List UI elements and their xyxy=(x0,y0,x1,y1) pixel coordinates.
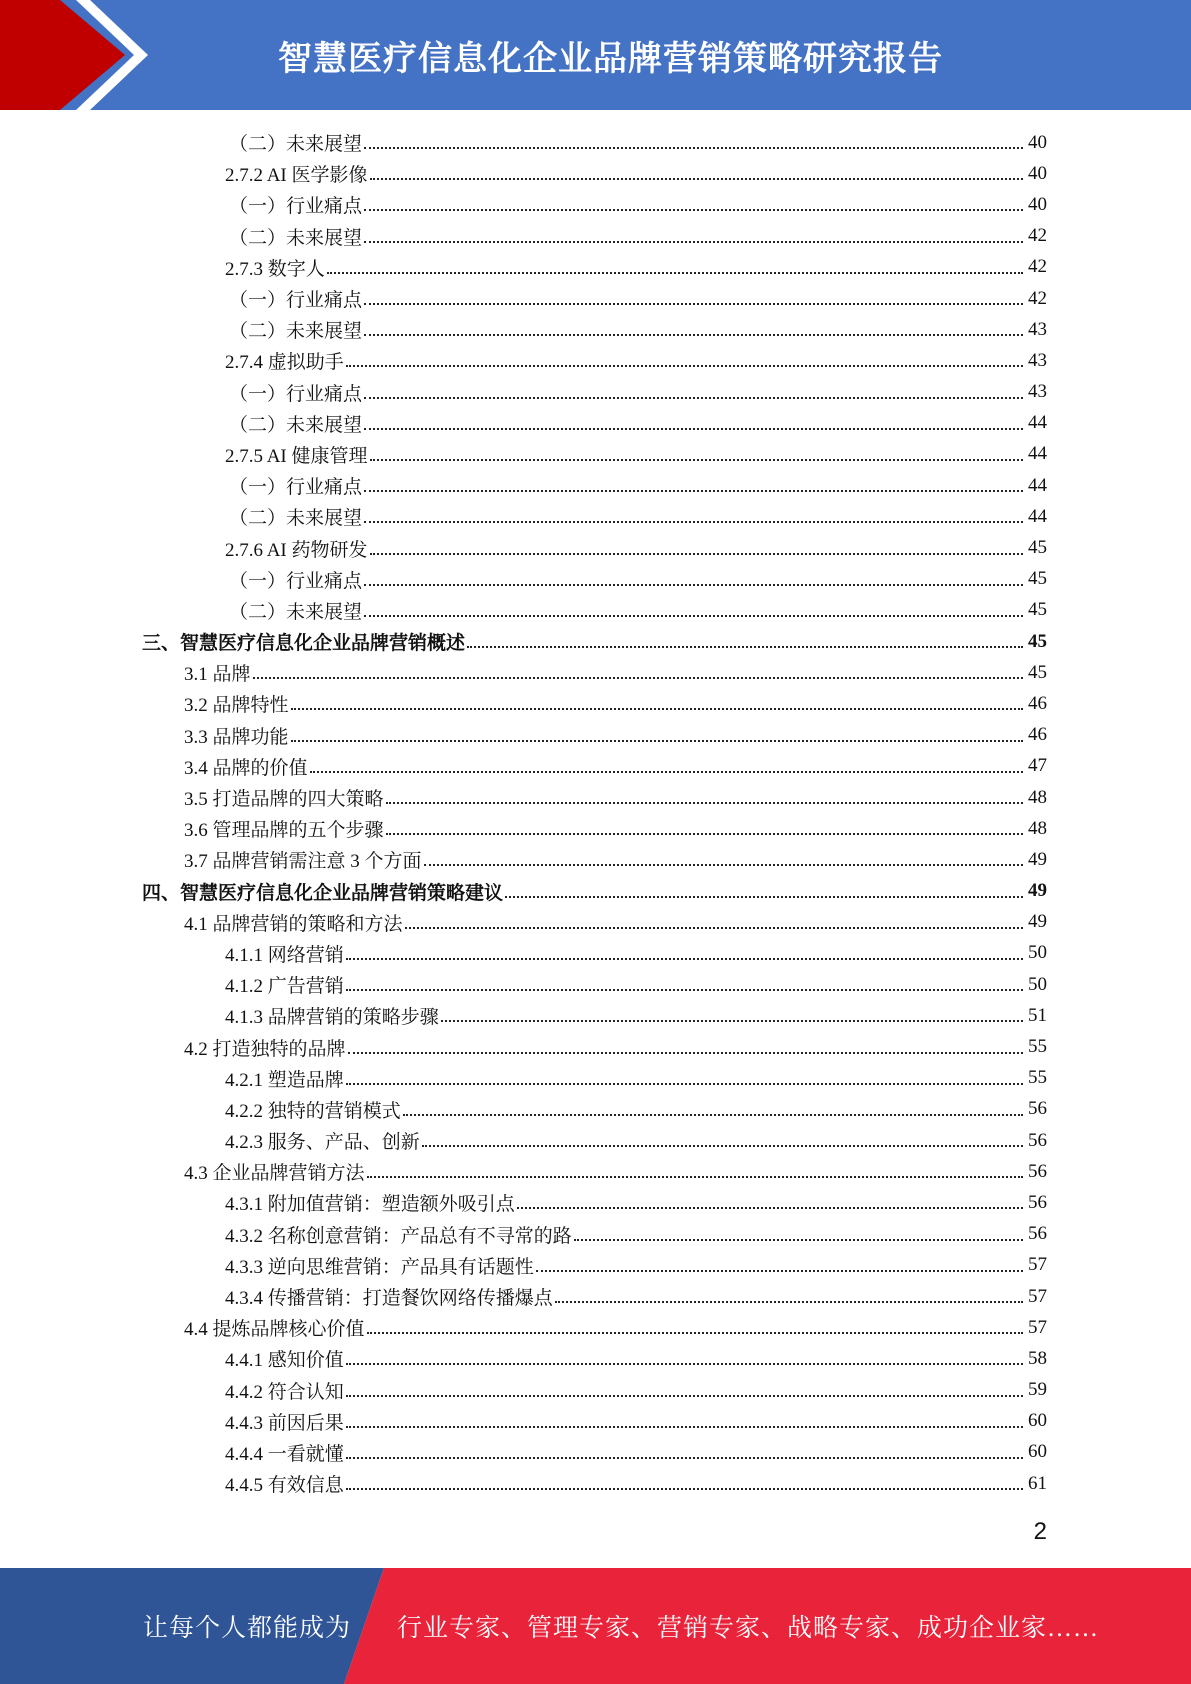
header-arrow-decoration xyxy=(0,0,150,110)
toc-dot-leader xyxy=(346,1376,1023,1397)
toc-dot-leader xyxy=(536,1251,1023,1272)
toc-entry-label: （二）未来展望 xyxy=(229,321,363,343)
toc-entry-label: 4.4.3 前因后果 xyxy=(225,1412,344,1434)
toc-entry-label: 3.4 品牌的价值 xyxy=(184,757,308,779)
toc-entry[interactable] xyxy=(0,127,1191,158)
toc-entry[interactable] xyxy=(0,345,1191,376)
toc-entry[interactable] xyxy=(0,1406,1191,1437)
toc-entry-label: 4.2.2 独特的营销模式 xyxy=(225,1100,401,1122)
toc-dot-leader xyxy=(505,877,1023,898)
toc-entry[interactable] xyxy=(0,782,1191,813)
toc-entry-label: （二）未来展望 xyxy=(229,601,363,623)
toc-entry-page: 40 xyxy=(1028,162,1047,184)
toc-entry[interactable] xyxy=(0,189,1191,220)
toc-entry-label: 4.4.4 一看就懂 xyxy=(225,1443,344,1465)
toc-entry-page: 40 xyxy=(1028,131,1047,153)
toc-entry-label: 4.2.3 服务、产品、创新 xyxy=(225,1132,420,1154)
toc-entry-label: 3.6 管理品牌的五个步骤 xyxy=(184,820,384,842)
toc-dot-leader xyxy=(370,440,1023,461)
toc-entry-page: 44 xyxy=(1028,412,1047,434)
toc-entry[interactable] xyxy=(0,314,1191,345)
toc-entry-page: 55 xyxy=(1028,1036,1047,1058)
toc-entry-page: 44 xyxy=(1028,505,1047,527)
toc-entry[interactable] xyxy=(0,969,1191,1000)
toc-entry-page: 56 xyxy=(1028,1160,1047,1182)
toc-entry[interactable] xyxy=(0,595,1191,626)
toc-entry-label: 4.4.5 有效信息 xyxy=(225,1475,344,1497)
toc-entry-label: 4.1.2 广告营销 xyxy=(225,976,344,998)
toc-entry[interactable] xyxy=(0,377,1191,408)
toc-entry[interactable] xyxy=(0,1187,1191,1218)
toc-entry-page: 50 xyxy=(1028,973,1047,995)
toc-entry[interactable] xyxy=(0,1125,1191,1156)
toc-entry-page: 51 xyxy=(1028,1004,1047,1026)
toc-dot-leader xyxy=(364,190,1023,211)
toc-dot-leader xyxy=(346,1407,1023,1428)
toc-entry-label: 三、智慧医疗信息化企业品牌营销概述 xyxy=(142,633,466,655)
toc-entry[interactable] xyxy=(0,657,1191,688)
toc-entry-page: 47 xyxy=(1028,755,1047,777)
toc-dot-leader xyxy=(386,814,1023,835)
toc-entry[interactable] xyxy=(0,938,1191,969)
toc-entry-label: （一）行业痛点 xyxy=(229,477,363,499)
page-footer xyxy=(0,1568,1191,1684)
page-number: 2 xyxy=(1033,1518,1047,1545)
toc-entry[interactable] xyxy=(0,1000,1191,1031)
report-title: 智慧医疗信息化企业品牌营销策略研究报告 xyxy=(278,38,943,79)
toc-entry-page: 58 xyxy=(1028,1347,1047,1369)
toc-entry-label: 3.2 品牌特性 xyxy=(184,695,289,717)
toc-dot-leader xyxy=(291,721,1023,742)
toc-entry[interactable] xyxy=(0,1250,1191,1281)
toc-entry-label: （二）未来展望 xyxy=(229,414,363,436)
toc-entry-label: 3.5 打造品牌的四大策略 xyxy=(184,789,384,811)
toc-entry-label: 4.3.3 逆向思维营销：产品具有话题性 xyxy=(225,1256,534,1278)
toc-entry-page: 49 xyxy=(1028,848,1047,870)
toc-entry-label: 4.3.1 附加值营销：塑造额外吸引点 xyxy=(225,1194,515,1216)
toc-dot-leader xyxy=(346,1438,1023,1459)
toc-entry[interactable] xyxy=(0,1312,1191,1343)
toc-dot-leader xyxy=(364,378,1023,399)
toc-entry-page: 44 xyxy=(1028,474,1047,496)
toc-entry-label: 2.7.6 AI 药物研发 xyxy=(225,539,368,561)
toc-entry-label: 2.7.5 AI 健康管理 xyxy=(225,445,368,467)
toc-entry-label: 2.7.3 数字人 xyxy=(225,258,325,280)
toc-entry[interactable] xyxy=(0,1031,1191,1062)
toc-dot-leader xyxy=(364,315,1023,336)
toc-entry[interactable] xyxy=(0,720,1191,751)
toc-entry[interactable] xyxy=(0,501,1191,532)
toc-entry-page: 56 xyxy=(1028,1129,1047,1151)
toc-entry[interactable] xyxy=(0,1063,1191,1094)
toc-entry-page: 42 xyxy=(1028,287,1047,309)
toc-dot-leader xyxy=(364,471,1023,492)
toc-entry[interactable] xyxy=(0,252,1191,283)
toc-entry[interactable] xyxy=(0,1094,1191,1125)
toc-dot-leader xyxy=(364,409,1023,430)
toc-entry[interactable] xyxy=(0,876,1191,907)
toc-dot-leader xyxy=(346,346,1023,367)
toc-entry[interactable] xyxy=(0,844,1191,875)
toc-entry-label: 2.7.4 虚拟助手 xyxy=(225,352,344,374)
toc-entry-label: （一）行业痛点 xyxy=(229,196,363,218)
toc-entry[interactable] xyxy=(0,1437,1191,1468)
toc-entry-label: （一）行业痛点 xyxy=(229,570,363,592)
toc-dot-leader xyxy=(364,222,1023,243)
toc-entry-page: 55 xyxy=(1028,1067,1047,1089)
toc-entry-page: 57 xyxy=(1028,1254,1047,1276)
toc-entry-page: 60 xyxy=(1028,1410,1047,1432)
toc-entry-label: 2.7.2 AI 医学影像 xyxy=(225,165,368,187)
toc-entry-label: 4.2 打造独特的品牌 xyxy=(184,1038,346,1060)
toc-entry[interactable] xyxy=(0,751,1191,782)
toc-entry-page: 43 xyxy=(1028,318,1047,340)
toc-entry-page: 49 xyxy=(1028,880,1047,902)
toc-entry-page: 57 xyxy=(1028,1316,1047,1338)
toc-entry-label: （二）未来展望 xyxy=(229,227,363,249)
toc-entry-page: 57 xyxy=(1028,1285,1047,1307)
toc-entry-label: 4.3 企业品牌营销方法 xyxy=(184,1163,365,1185)
toc-entry-label: （二）未来展望 xyxy=(229,134,363,156)
toc-dot-leader xyxy=(348,1033,1023,1054)
toc-entry-page: 48 xyxy=(1028,786,1047,808)
toc-entry[interactable] xyxy=(0,439,1191,470)
toc-dot-leader xyxy=(364,284,1023,305)
toc-dot-leader xyxy=(346,1344,1023,1365)
toc-entry-label: 3.1 品牌 xyxy=(184,664,251,686)
toc-entry[interactable] xyxy=(0,1156,1191,1187)
toc-dot-leader xyxy=(467,627,1023,648)
toc-entry-label: 3.7 品牌营销需注意 3 个方面 xyxy=(184,851,422,873)
toc-entry[interactable] xyxy=(0,1375,1191,1406)
toc-entry-page: 46 xyxy=(1028,692,1047,714)
toc-entry-page: 56 xyxy=(1028,1098,1047,1120)
toc-entry-page: 45 xyxy=(1028,630,1047,652)
footer-slogan-left: 让每个人都能成为 xyxy=(143,1615,352,1642)
toc-entry[interactable] xyxy=(0,907,1191,938)
toc-entry-label: （二）未来展望 xyxy=(229,508,363,530)
toc-entry-label: 四、智慧医疗信息化企业品牌营销策略建议 xyxy=(142,882,504,904)
toc-entry-page: 56 xyxy=(1028,1223,1047,1245)
toc-entry-page: 45 xyxy=(1028,599,1047,621)
toc-entry-label: 4.1.3 品牌营销的策略步骤 xyxy=(225,1007,439,1029)
toc-entry-page: 43 xyxy=(1028,349,1047,371)
toc-entry-page: 48 xyxy=(1028,817,1047,839)
toc-entry[interactable] xyxy=(0,1219,1191,1250)
toc-dot-leader xyxy=(364,565,1023,586)
toc-entry-label: （一）行业痛点 xyxy=(229,383,363,405)
toc-entry-label: （一）行业痛点 xyxy=(229,290,363,312)
toc-entry-page: 59 xyxy=(1028,1379,1047,1401)
toc-dot-leader xyxy=(367,1157,1023,1178)
toc-entry-label: 4.3.2 名称创意营销：产品总有不寻常的路 xyxy=(225,1225,572,1247)
toc-entry-label: 4.4.2 符合认知 xyxy=(225,1381,344,1403)
toc-entry-page: 45 xyxy=(1028,537,1047,559)
toc-entry-label: 4.1 品牌营销的策略和方法 xyxy=(184,913,403,935)
toc-entry-page: 40 xyxy=(1028,193,1047,215)
toc-entry-label: 4.4.1 感知价值 xyxy=(225,1350,344,1372)
toc-dot-leader xyxy=(346,970,1023,991)
toc-entry-page: 43 xyxy=(1028,381,1047,403)
toc-entry-label: 4.4 提炼品牌核心价值 xyxy=(184,1319,365,1341)
toc-entry[interactable] xyxy=(0,813,1191,844)
toc-entry-page: 46 xyxy=(1028,724,1047,746)
toc-dot-leader xyxy=(555,1282,1023,1303)
toc-dot-leader xyxy=(327,253,1023,274)
toc-dot-leader xyxy=(370,534,1023,555)
toc-dot-leader xyxy=(253,658,1023,679)
toc-entry[interactable] xyxy=(0,1468,1191,1499)
toc-dot-leader xyxy=(386,783,1023,804)
toc-dot-leader xyxy=(364,596,1023,617)
toc-dot-leader xyxy=(346,1064,1023,1085)
toc-entry[interactable] xyxy=(0,532,1191,563)
toc-dot-leader xyxy=(364,128,1023,149)
toc-dot-leader xyxy=(441,1001,1023,1022)
toc-entry[interactable] xyxy=(0,1281,1191,1312)
toc-dot-leader xyxy=(346,1469,1023,1490)
toc-entry-page: 61 xyxy=(1028,1472,1047,1494)
page-header xyxy=(0,0,1191,110)
toc-entry-page: 49 xyxy=(1028,911,1047,933)
toc-dot-leader xyxy=(517,1188,1023,1209)
toc-entry[interactable] xyxy=(0,1343,1191,1374)
footer-slogan-right: 行业专家、管理专家、营销专家、战略专家、成功企业家…… xyxy=(397,1615,1100,1642)
toc-entry-page: 42 xyxy=(1028,225,1047,247)
toc-dot-leader xyxy=(424,845,1023,866)
toc-dot-leader xyxy=(291,689,1023,710)
table-of-contents xyxy=(0,127,1191,1499)
toc-entry[interactable] xyxy=(0,283,1191,314)
toc-dot-leader xyxy=(310,752,1023,773)
toc-dot-leader xyxy=(367,1313,1023,1334)
toc-dot-leader xyxy=(405,908,1023,929)
toc-dot-leader xyxy=(364,502,1023,523)
toc-entry-label: 4.2.1 塑造品牌 xyxy=(225,1069,344,1091)
toc-entry[interactable] xyxy=(0,688,1191,719)
toc-entry[interactable] xyxy=(0,470,1191,501)
toc-entry-page: 44 xyxy=(1028,443,1047,465)
toc-entry[interactable] xyxy=(0,564,1191,595)
toc-dot-leader xyxy=(346,939,1023,960)
toc-entry-label: 4.1.1 网络营销 xyxy=(225,944,344,966)
toc-entry[interactable] xyxy=(0,158,1191,189)
toc-entry-page: 50 xyxy=(1028,942,1047,964)
toc-entry-page: 45 xyxy=(1028,568,1047,590)
toc-entry-page: 45 xyxy=(1028,661,1047,683)
toc-entry-label: 4.3.4 传播营销：打造餐饮网络传播爆点 xyxy=(225,1288,553,1310)
toc-entry[interactable] xyxy=(0,408,1191,439)
toc-entry[interactable] xyxy=(0,221,1191,252)
toc-dot-leader xyxy=(370,159,1023,180)
toc-dot-leader xyxy=(574,1220,1023,1241)
toc-dot-leader xyxy=(422,1126,1023,1147)
toc-entry-label: 3.3 品牌功能 xyxy=(184,726,289,748)
toc-entry[interactable] xyxy=(0,626,1191,657)
toc-entry-page: 42 xyxy=(1028,256,1047,278)
toc-entry-page: 56 xyxy=(1028,1191,1047,1213)
toc-dot-leader xyxy=(403,1095,1023,1116)
toc-entry-page: 60 xyxy=(1028,1441,1047,1463)
